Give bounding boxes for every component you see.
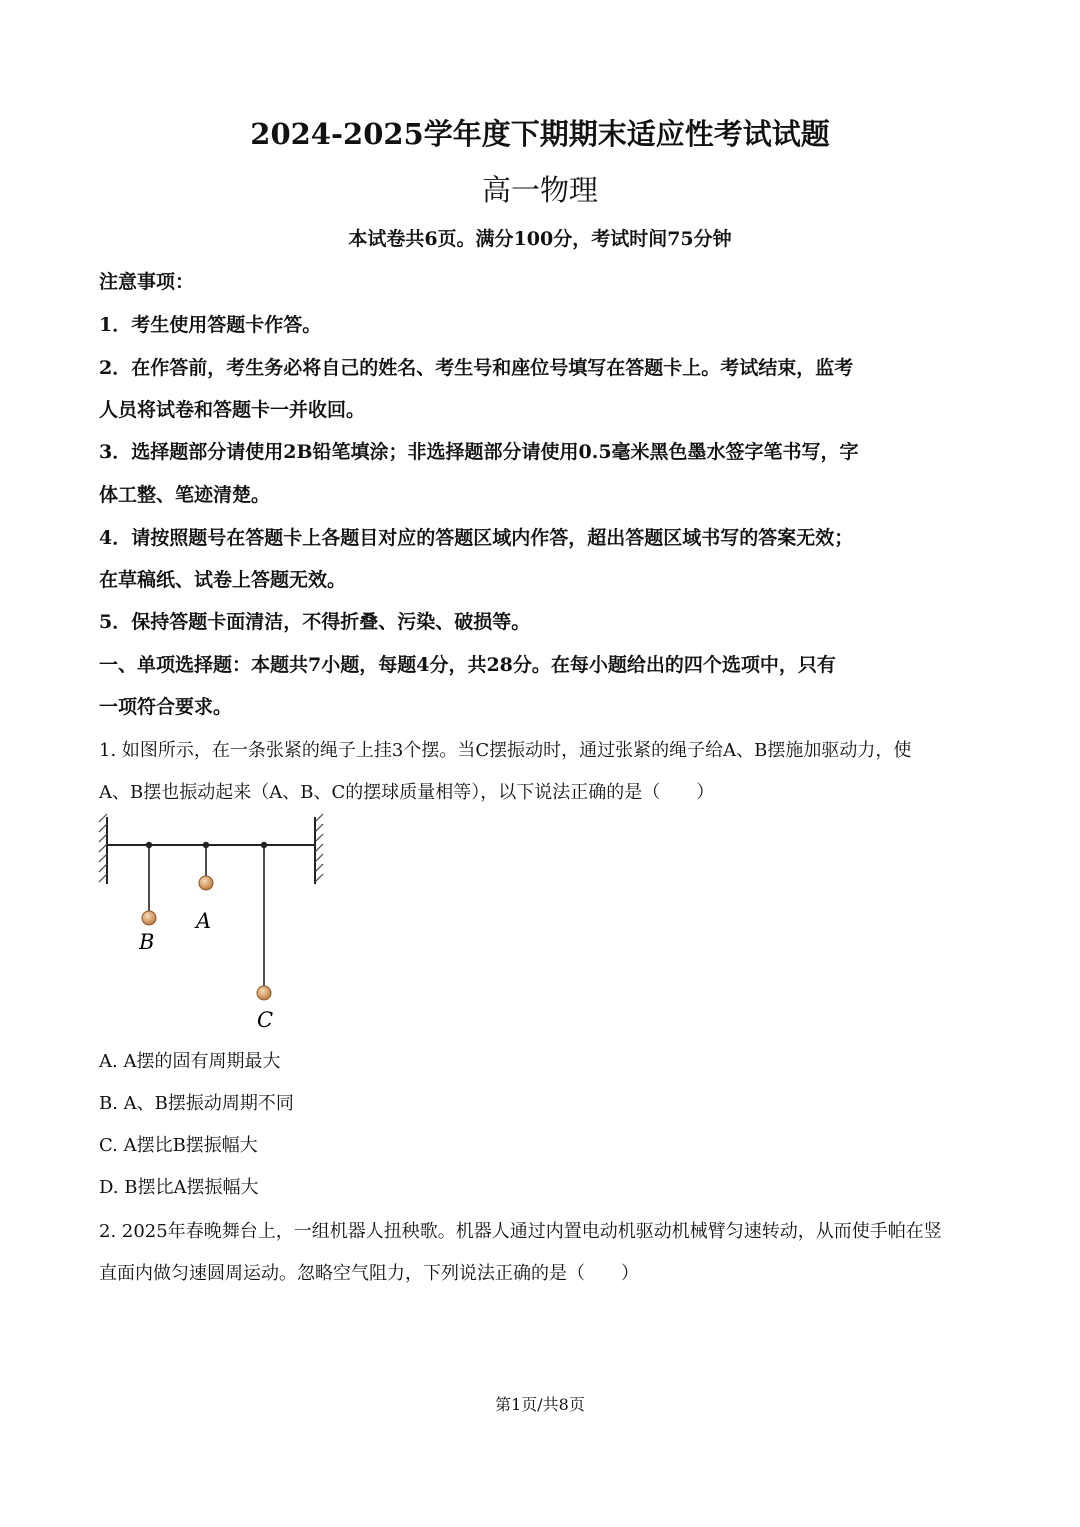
exam-title: 2024-2025学年度下期期末适应性考试试题: [250, 117, 830, 151]
left-wall: [99, 814, 107, 884]
pendulum-b: [142, 842, 156, 925]
label-b: B: [139, 930, 155, 954]
question-2-stem: 直面内做匀速圆周运动。忽略空气阻力，下列说法正确的是（ ）: [99, 1263, 639, 1284]
notice-heading: 注意事项：: [99, 271, 195, 293]
notice-line: 4．请按照题号在答题卡上各题目对应的答题区域内作答，超出答题区域书写的答案无效；: [99, 527, 854, 549]
notice-line: 人员将试卷和答题卡一并收回。: [99, 399, 366, 421]
notice-line: 在草稿纸、试卷上答题无效。: [99, 569, 347, 591]
notice-line: 5．保持答题卡面清洁，不得折叠、污染、破损等。: [99, 611, 531, 633]
section-heading: 一、单项选择题：本题共7小题，每题4分，共28分。在每小题给出的四个选项中，只有: [99, 654, 836, 676]
label-a: A: [196, 909, 212, 933]
pendulum-a: [199, 842, 213, 890]
label-c: C: [257, 1008, 274, 1032]
pendulum-c: [257, 842, 271, 1000]
question-1-stem: A、B摆也振动起来（A、B、C的摆球质量相等），以下说法正确的是（ ）: [99, 782, 715, 803]
exam-subject: 高一物理: [481, 173, 598, 207]
question-1-stem: 1. 如图所示，在一条张紧的绳子上挂3个摆。当C摆振动时，通过张紧的绳子给A、B摆施加驱动力，使: [99, 740, 912, 761]
option-d: D. B摆比A摆振幅大: [99, 1177, 259, 1198]
question-2-stem: 2. 2025年春晚舞台上，一组机器人扭秧歌。机器人通过内置电动机驱动机械臂匀速转动，从而使手帕在竖: [99, 1221, 942, 1242]
notice-line: 2．在作答前，考生务必将自己的姓名、考生号和座位号填写在答题卡上。考试结束，监考: [99, 357, 854, 379]
option-b: B. A、B摆振动周期不同: [99, 1093, 294, 1114]
section-heading: 一项符合要求。: [99, 696, 233, 718]
notice-line: 1．考生使用答题卡作答。: [99, 314, 322, 336]
notice-line: 3．选择题部分请使用2B铅笔填涂；非选择题部分请使用0.5毫米黑色墨水签字笔书写，字: [99, 441, 859, 463]
right-wall: [315, 814, 323, 884]
exam-info: 本试卷共6页。满分100分，考试时间75分钟: [348, 228, 732, 250]
option-a: A. A摆的固有周期最大: [99, 1051, 281, 1072]
option-c: C. A摆比B摆振幅大: [99, 1135, 258, 1156]
page-number: 第1页/共8页: [495, 1395, 585, 1414]
notice-line: 体工整、笔迹清楚。: [99, 484, 271, 506]
pendulum-figure: [95, 812, 335, 1037]
